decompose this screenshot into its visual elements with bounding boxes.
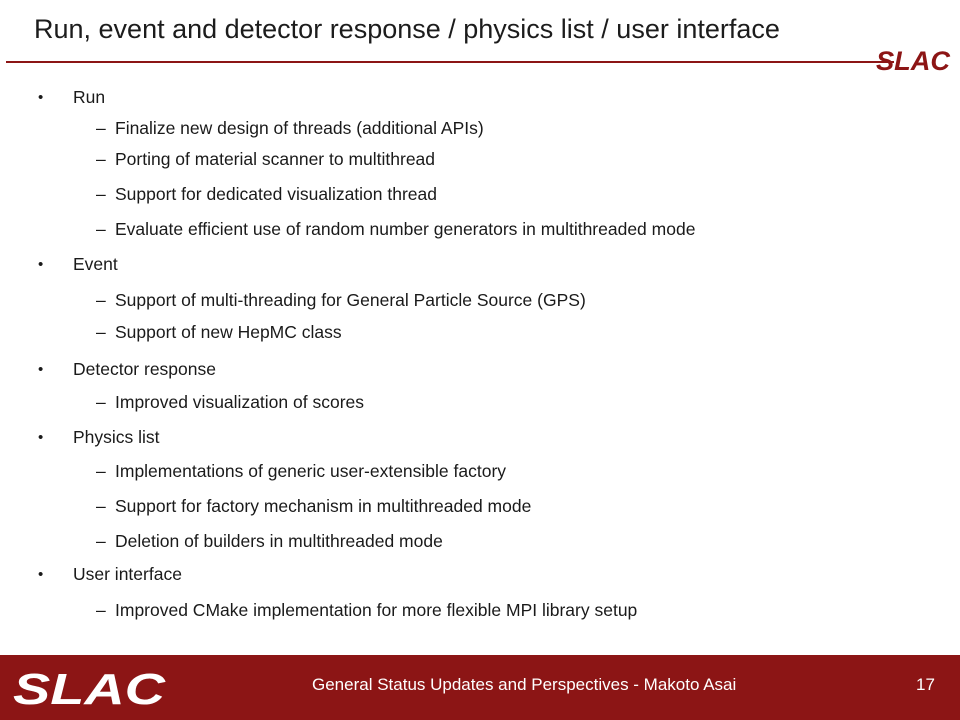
bullet-marker: • bbox=[38, 429, 44, 446]
footer-bar bbox=[0, 655, 960, 720]
sub-bullet-item: Implementations of generic user-extensible factory bbox=[115, 461, 507, 481]
logo-footer-text: SLAC bbox=[13, 666, 167, 710]
sub-bullet-dash: – bbox=[96, 531, 106, 551]
sub-bullet-dash: – bbox=[96, 149, 106, 169]
sub-bullet-dash: – bbox=[96, 290, 106, 310]
sub-bullet-dash: – bbox=[96, 219, 106, 239]
sub-bullet-dash: – bbox=[96, 392, 106, 412]
slac-logo-small bbox=[876, 46, 952, 74]
logo-small-text: SLAC bbox=[876, 46, 951, 74]
sub-bullet-item: Improved CMake implementation for more flexible MPI library setup bbox=[115, 600, 638, 620]
sub-bullet-item: Improved visualization of scores bbox=[115, 392, 364, 412]
sub-bullet-item: Support of new HepMC class bbox=[115, 322, 342, 342]
bullet-item: Detector response bbox=[73, 359, 216, 379]
sub-bullet-dash: – bbox=[96, 496, 106, 516]
bullet-item: Event bbox=[73, 254, 118, 274]
bullet-item: Run bbox=[73, 87, 106, 107]
sub-bullet-item: Support for dedicated visualization thread bbox=[115, 184, 438, 204]
sub-bullet-item: Evaluate efficient use of random number generators in multithreaded mode bbox=[115, 219, 696, 239]
bullet-marker: • bbox=[38, 256, 44, 273]
sub-bullet-item: Finalize new design of threads (additional APIs) bbox=[115, 118, 484, 138]
bullet-item: User interface bbox=[73, 564, 182, 584]
sub-bullet-item: Support for factory mechanism in multithreaded mode bbox=[115, 496, 532, 516]
sub-bullet-dash: – bbox=[96, 322, 106, 342]
bullet-item: Physics list bbox=[73, 427, 160, 447]
sub-bullet-item: Deletion of builders in multithreaded mode bbox=[115, 531, 443, 551]
sub-bullet-dash: – bbox=[96, 184, 106, 204]
footer-text: General Status Updates and Perspectives - Makoto Asai bbox=[312, 675, 737, 694]
title-rule bbox=[6, 61, 894, 63]
slide-title: Run, event and detector response / physics list / user interface bbox=[34, 14, 780, 44]
slac-logo-footer bbox=[13, 666, 167, 710]
bullet-marker: • bbox=[38, 566, 44, 583]
bullet-marker: • bbox=[38, 361, 44, 378]
sub-bullet-dash: – bbox=[96, 118, 106, 138]
page-number: 17 bbox=[916, 675, 935, 694]
sub-bullet-item: Support of multi-threading for General Particle Source (GPS) bbox=[115, 290, 586, 310]
sub-bullet-dash: – bbox=[96, 600, 106, 620]
sub-bullet-item: Porting of material scanner to multithread bbox=[115, 149, 436, 169]
sub-bullet-dash: – bbox=[96, 461, 106, 481]
bullet-marker: • bbox=[38, 89, 44, 106]
